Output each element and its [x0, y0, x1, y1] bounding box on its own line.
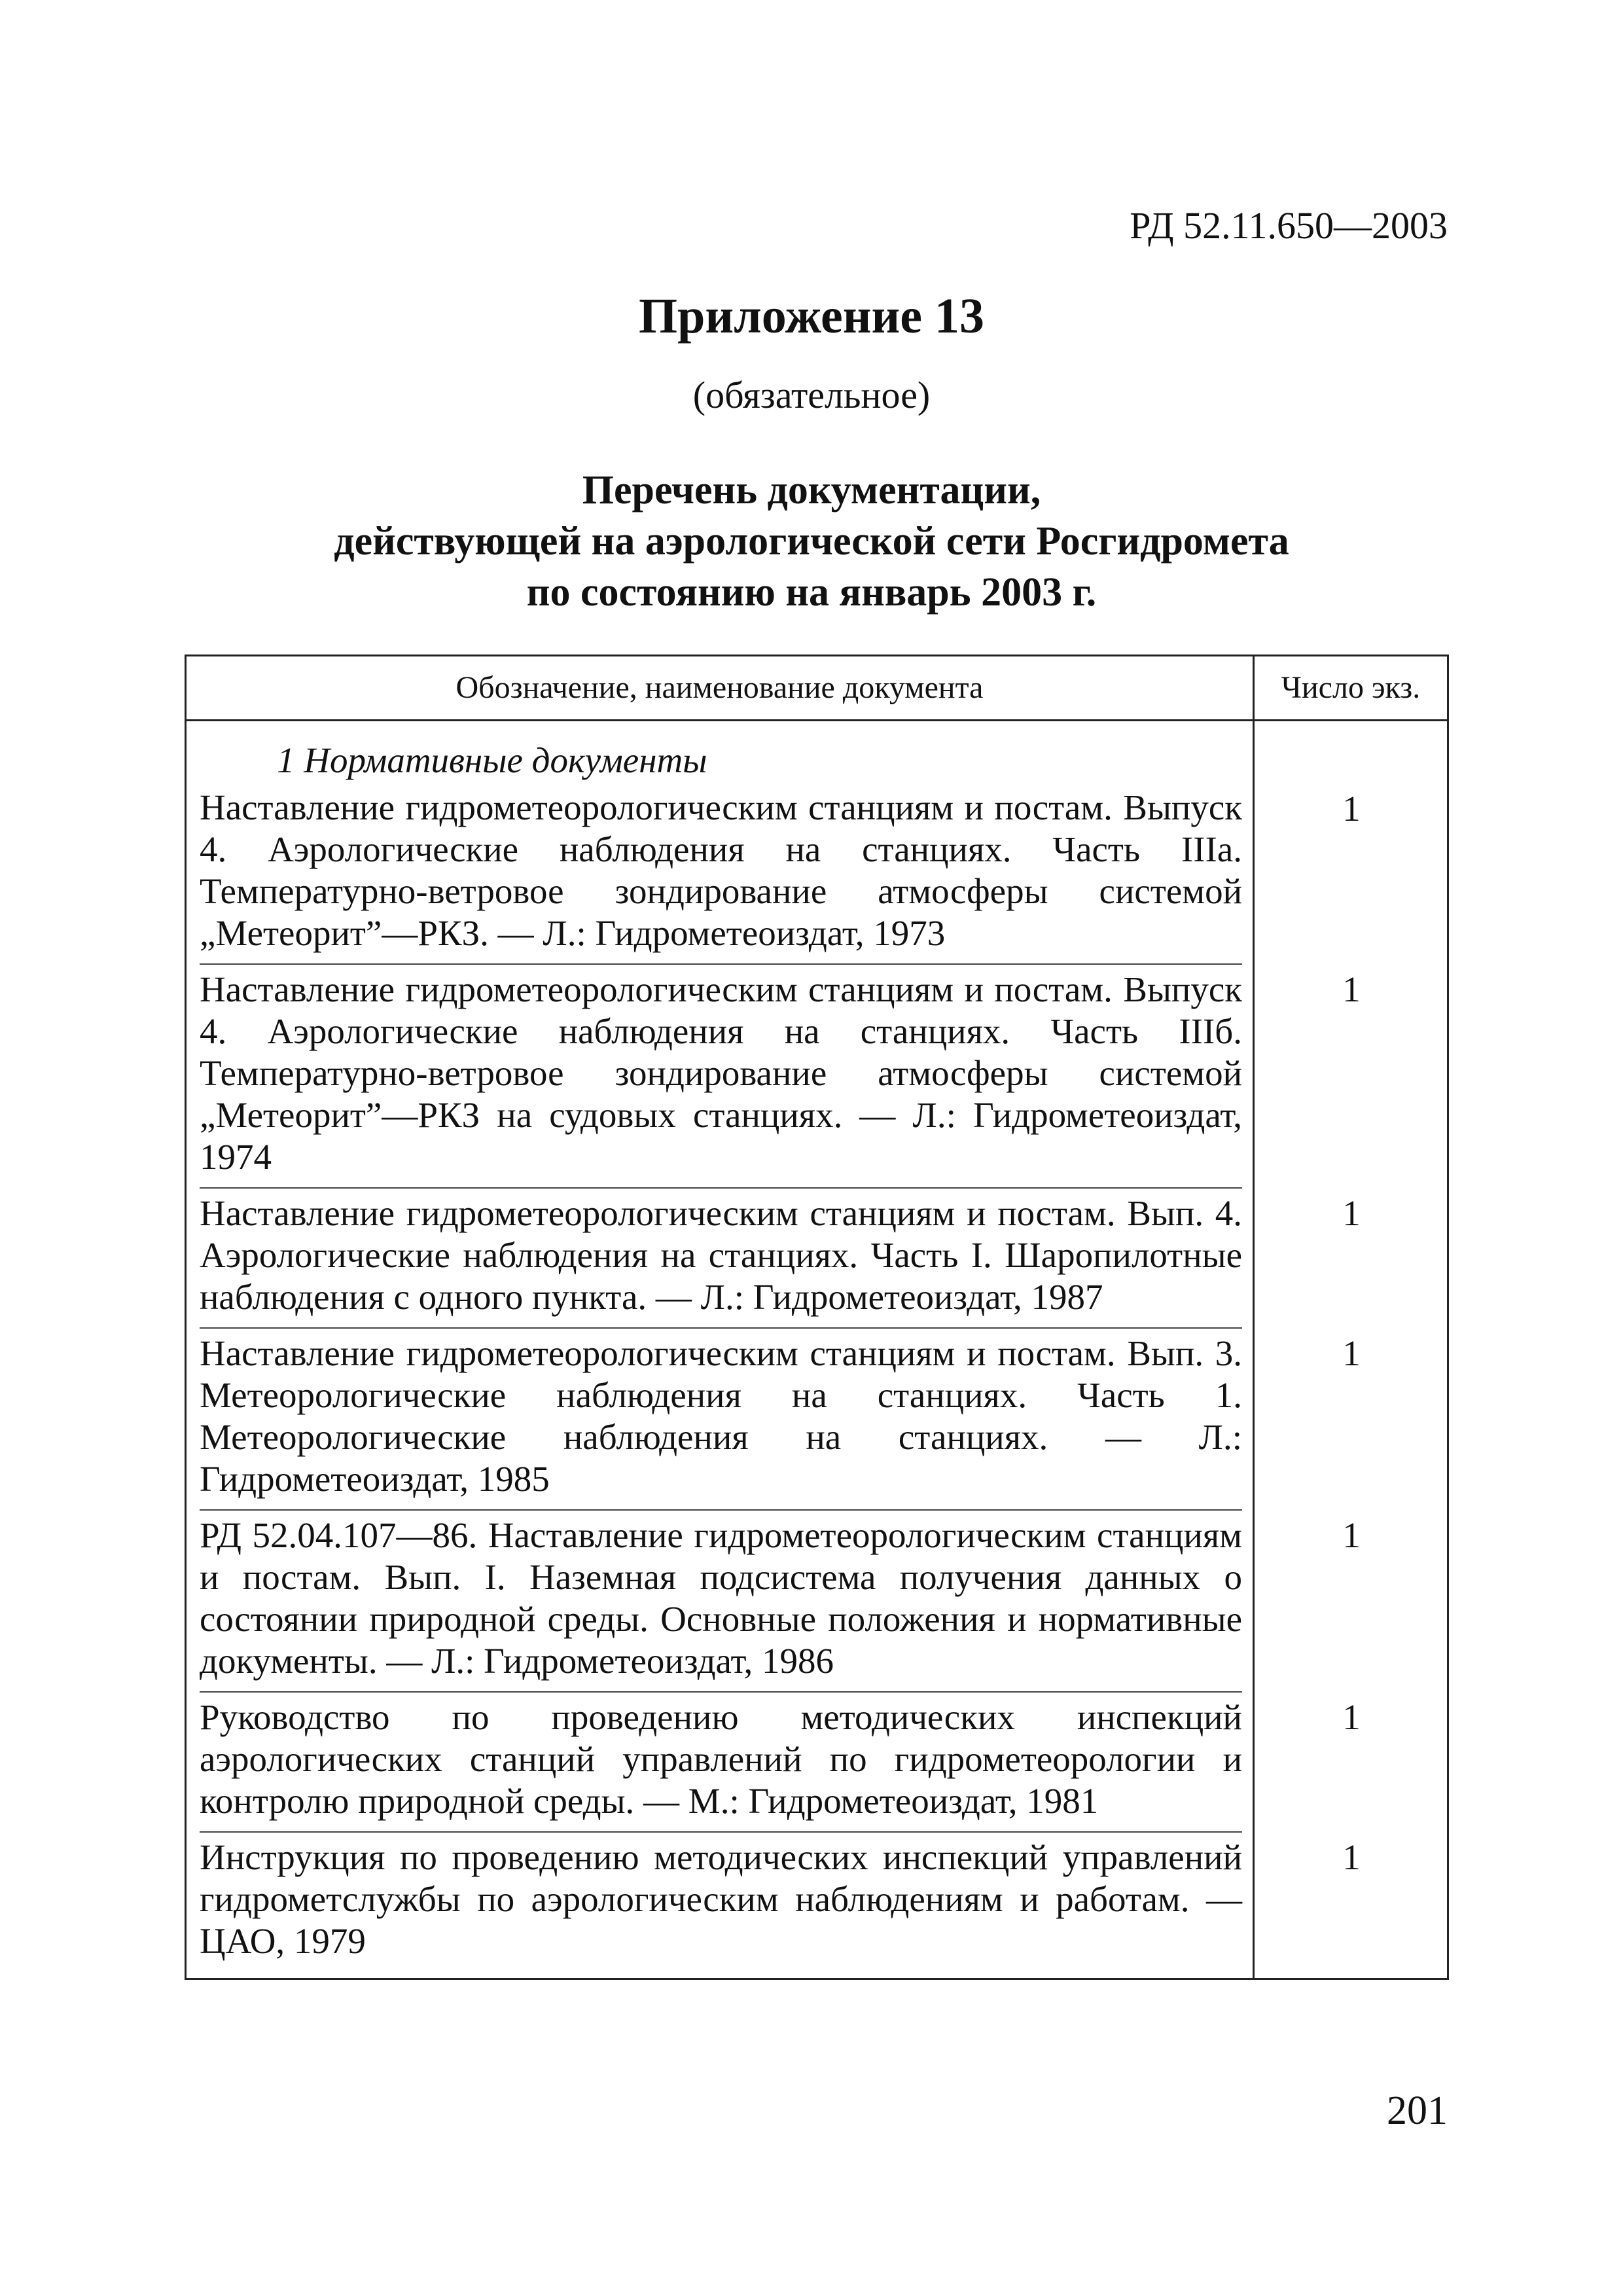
- count-column: [1254, 721, 1448, 1979]
- document-entry: Наставление гидрометеорологическим станциям и постам. Вып. 4. Аэрологические наблюдения на станциях. Часть I. Шаропилотные наблюдения с одного пункта. — Л.: Гидрометеоиздат, 1987: [200, 1187, 1242, 1327]
- document-count: 1: [1342, 1837, 1361, 1877]
- document-entry: Наставление гидрометеорологическим станциям и постам. Вып. 3. Метеорологические наблюдения на станциях. Часть 1. Метеорологические наблюдения на станциях. — Л.: Гидрометеоиздат, 1985: [200, 1327, 1242, 1509]
- document-entry: РД 52.04.107—86. Наставление гидрометеорологическим станциям и постам. Вып. I. Наземная подсистема получения данных о состоянии природной среды. Основные положения и нормативные документы. — Л.: Гидрометеоиздат, 1986: [200, 1509, 1242, 1691]
- documents-table: [185, 655, 1449, 1980]
- column-header-name: Обозначение, наименование документа: [186, 656, 1254, 721]
- document-count: 1: [1342, 1696, 1361, 1737]
- document-count: 1: [1342, 1515, 1361, 1555]
- section-title: 1 Нормативные документы: [277, 740, 707, 780]
- name-column: [186, 721, 1254, 1979]
- table-body-row: [186, 721, 1448, 1979]
- document-entry: Наставление гидрометеорологическим станциям и постам. Выпуск 4. Аэрологические наблюдения на станциях. Часть IIIa. Температурно-ветровое зондирование атмосферы системой „Метеорит”—РКЗ. — Л.: Гидрометеоиздат, 1973: [200, 787, 1242, 953]
- document-entry: Наставление гидрометеорологическим станциям и постам. Выпуск 4. Аэрологические наблюдения на станциях. Часть IIIб. Температурно-ветровое зондирование атмосферы системой „Метеорит”—РКЗ на судовых станциях. — Л.: Гидрометеоиздат, 1974: [200, 963, 1242, 1187]
- document-code: РД 52.11.650—2003: [1130, 204, 1448, 247]
- table-header-row: [186, 656, 1448, 721]
- document-count: 1: [1342, 969, 1361, 1009]
- document-entry: Руководство по проведению методических инспекций аэрологических станций управлений по гидрометеорологии и контролю природной среды. — М.: Гидрометеоиздат, 1981: [200, 1691, 1242, 1831]
- list-title-line: Перечень документации,: [582, 468, 1041, 512]
- column-header-count: Число экз.: [1254, 656, 1448, 721]
- list-title-line: действующей на аэрологической сети Росгидромета: [334, 519, 1289, 564]
- list-title: [0, 465, 1623, 618]
- document-count: 1: [1342, 1193, 1361, 1233]
- appendix-title: Приложение 13: [638, 289, 985, 344]
- appendix-subtitle: (обязательное): [692, 374, 931, 416]
- document-count: 1: [1342, 1333, 1361, 1373]
- document-count: 1: [1342, 788, 1361, 829]
- list-title-line: по состоянию на январь 2003 г.: [526, 570, 1097, 615]
- document-entry: Инструкция по проведению методических инспекций управлений гидрометслужбы по аэрологическим наблюдениям и работам. — ЦАО, 1979: [200, 1831, 1242, 1971]
- page-number: 201: [1387, 2089, 1448, 2133]
